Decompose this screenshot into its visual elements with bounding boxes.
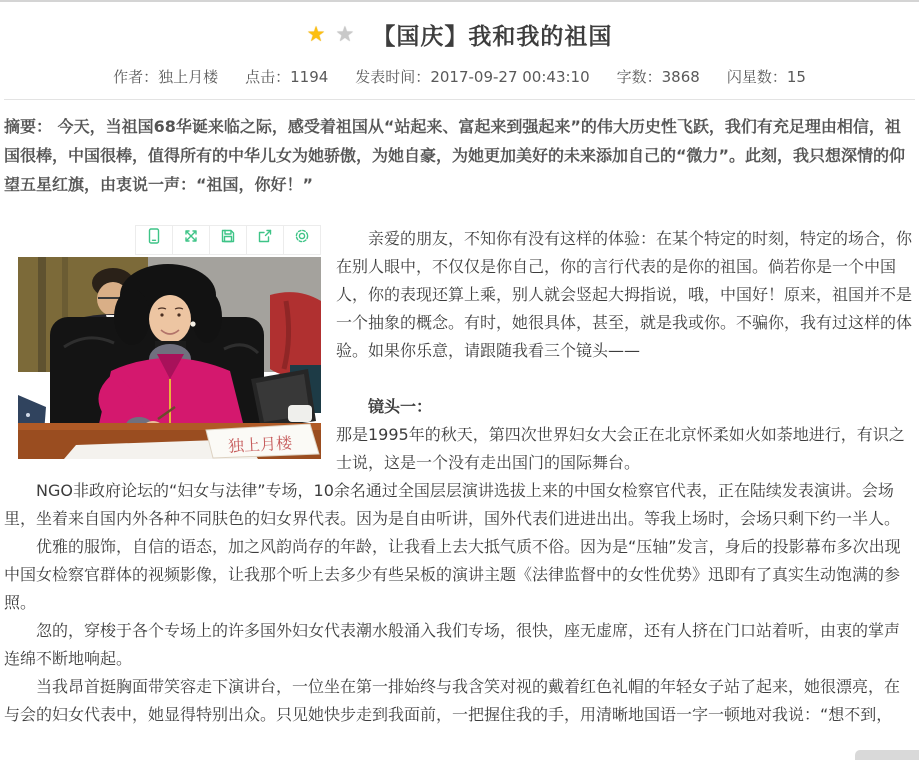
article-paragraph: 忽的，穿梭于各个专场上的许多国外妇女代表潮水般涌入我们专场，很快，座无虚席，还有人挤在门口站着听，由衷的掌声连绵不断地响起。 — [4, 621, 901, 668]
page-title: 【国庆】我和我的祖国 — [372, 24, 613, 50]
article-photo[interactable] — [18, 257, 321, 459]
article-paragraph: 亲爱的朋友，不知你有没有这样的体验：在某个特定的时刻，特定的场合，你在别人眼中，不仅仅是你自己，你的言行代表的是你的祖国。倘若你是一个中国人，你的表现还算上乘，别人就会竖起大拇指说，哦，中国好！原来，祖国并不是一个抽象的概念。有时，她很具体，甚至，就是我或你。不骗你，我有过这样的体验。如果你乐意，请跟随我看三个镜头—— — [336, 229, 913, 360]
gear-icon — [293, 226, 311, 254]
article-paragraph: 那是1995年的秋天，第四次世界妇女大会正在北京怀柔如火如荼地进行，有识之士说，这是一个没有走出国门的国际舞台。 — [336, 425, 905, 472]
photo-nameplate-text: 独上月楼 — [227, 433, 293, 456]
summary-text: 今天，当祖国68华诞来临之际，感受着祖国从“站起来、富起来到强起来”的伟大历史性飞跃，我们有充足理由相信，祖国很棒，中国很棒，值得所有的中华儿女为她骄傲，为她自豪，为她更加美好的未来添加自己的“微力”。此刻，我只想深情的仰望五星红旗，由衷说一声：“祖国，你好！” — [4, 117, 906, 194]
meta-star-count: 闪星数：15 — [726, 68, 806, 86]
article-header — [4, 2, 915, 51]
meta-clicks: 点击：1194 — [245, 68, 329, 86]
fullscreen-icon — [182, 226, 200, 254]
settings-button[interactable] — [283, 225, 321, 255]
save-icon — [219, 226, 237, 254]
article-photo-block — [18, 225, 321, 459]
share-button[interactable] — [246, 225, 284, 255]
article-paragraph: 当我昂首挺胸面带笑容走下演讲台，一位坐在第一排始终与我含笑对视的戴着红色礼帽的年轻女子站了起来，她很漂亮，在与会的妇女代表中，她显得特别出众。只见她快步走到我面前，一把握住我的手，用清晰地国语一字一顿地对我说：“想不到， — [4, 677, 901, 724]
article-paragraph: 优雅的服饰，自信的语态，加之风韵尚存的年龄，让我看上去大抵气质不俗。因为是“压轴”发言，身后的投影幕布多次出现中国女检察官群体的视频影像，让我那个听上去多少有些呆板的演讲主题《法律监督中的女性优势》迅即有了真实生动饱满的参照。 — [4, 537, 901, 612]
meta-word-count: 字数：3868 — [616, 68, 700, 86]
fullscreen-button[interactable] — [172, 225, 210, 255]
photo-toolbar — [18, 225, 321, 255]
share-icon — [256, 226, 274, 254]
save-button[interactable] — [209, 225, 247, 255]
article-paragraph: NGO非政府论坛的“妇女与法律”专场，10余名通过全国层层演讲选拔上来的中国女检察官代表，正在陆续发表演讲。会场里，坐着来自国内外各种不同肤色的妇女界代表。因为是自由听讲，国外代表们进进出出。等我上场时，会场只剩下约一半人。 — [4, 481, 901, 528]
article-meta — [4, 66, 915, 100]
star-filled-icon[interactable]: ★ — [306, 22, 326, 46]
meta-publish-time: 发表时间：2017-09-27 00:43:10 — [355, 68, 590, 86]
meta-author: 作者：独上月楼 — [113, 68, 219, 86]
article-summary — [4, 112, 915, 199]
mobile-icon — [145, 226, 163, 254]
section-heading: 镜头一： — [368, 397, 433, 416]
summary-label: 摘要： — [4, 117, 53, 136]
mobile-view-button[interactable] — [135, 225, 173, 255]
scroll-corner-widget[interactable] — [855, 750, 919, 760]
photo-illustration — [18, 257, 321, 459]
star-empty-icon[interactable]: ★ — [335, 22, 355, 46]
article-body — [4, 225, 915, 729]
